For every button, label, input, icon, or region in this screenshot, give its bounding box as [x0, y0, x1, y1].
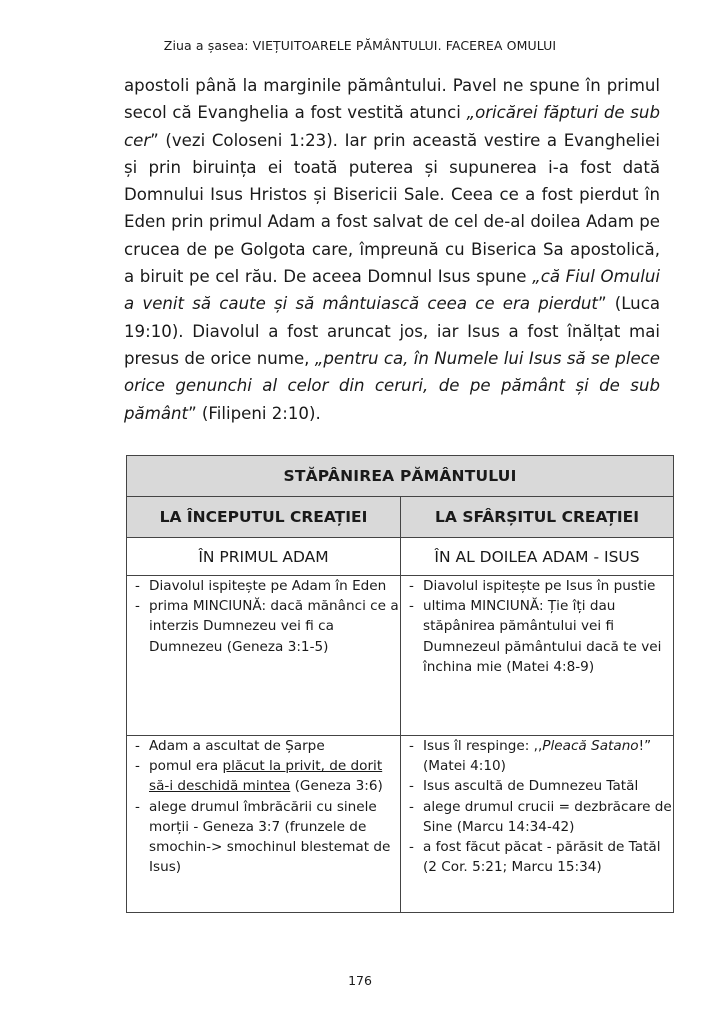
list-item: - a fost făcut păcat - părăsit de Tatăl (2 Cor. 5:21; Marcu 15:34) — [401, 837, 673, 877]
underlined-phrase: plăcut la privit, de dorit să-i deschidă mintea — [149, 758, 383, 795]
list-item: - ultima MINCIUNĂ: Ție îți dau stăpânirea pământului vei fi Dumnezeul pământului dacă te vei închina mie (Matei 4:8-9) — [401, 596, 673, 677]
table-title: STĂPÂNIREA PĂMÂNTULUI — [127, 456, 674, 497]
list-item: - Isus îl respinge: ,,Pleacă Satano!” (Matei 4:10) — [401, 736, 673, 776]
column-header-beginning: LA ÎNCEPUTUL CREAȚIEI — [127, 497, 401, 538]
list-item: - pomul era plăcut la privit, de dorit să-i deschidă mintea (Geneza 3:6) — [127, 756, 400, 796]
body-paragraph — [124, 72, 660, 427]
text-segment: apostoli până la marginile pământului. Pavel ne spune în primul secol că Evanghelia a fost vestită atunci — [124, 76, 660, 123]
running-header: Ziua a șasea: VIEȚUITOARELE PĂMÂNTULUI. FACEREA OMULUI — [163, 38, 557, 53]
text-segment: ” (Filipeni 2:10). — [188, 403, 321, 423]
subheader-first-adam: ÎN PRIMUL ADAM — [127, 538, 401, 576]
list-item: - Adam a ascultat de Șarpe — [127, 736, 400, 756]
dominion-table — [126, 455, 674, 913]
quote-colossians: „oricărei făpturi de sub cer — [124, 103, 660, 150]
list-item: - prima MINCIUNĂ: dacă mănânci ce a interzis Dumnezeu vei fi ca Dumnezeu (Geneza 3:1-5) — [127, 596, 400, 657]
italic-phrase: Pleacă Satano — [542, 738, 639, 754]
text-segment: ” (Luca 19:10). Diavolul a fost aruncat jos, iar Isus a fost înălțat mai presus de orice nume, — [124, 294, 660, 368]
list-item: - Diavolul ispitește pe Adam în Eden — [127, 576, 400, 596]
column-header-end: LA SFÂRȘITUL CREAȚIEI — [401, 497, 674, 538]
list-item: - Isus ascultă de Dumnezeu Tatăl — [401, 776, 673, 796]
list-item: - alege drumul îmbrăcării cu sinele morții - Geneza 3:7 (frunzele de smochin-> smochinul blestemat de Isus) — [127, 797, 400, 878]
cell-jesus-response — [401, 736, 674, 913]
list-item: - alege drumul crucii = dezbrăcare de Sine (Marcu 14:34-42) — [401, 797, 673, 837]
cell-temptation-adam — [127, 576, 401, 736]
quote-luke: „că Fiul Omului a venit să caute și să mântuiască ceea ce era pierdut — [124, 267, 660, 314]
cell-temptation-jesus — [401, 576, 674, 736]
cell-adam-response — [127, 736, 401, 913]
subheader-second-adam: ÎN AL DOILEA ADAM - ISUS — [401, 538, 674, 576]
list-item: - Diavolul ispitește pe Isus în pustie — [401, 576, 673, 596]
page-number: 176 — [348, 973, 372, 988]
quote-philippians: „pentru ca, în Numele lui Isus să se plece orice genunchi al celor din ceruri, de pe pământ și de sub pământ — [124, 348, 660, 423]
text-segment: ” (vezi Coloseni 1:23). Iar prin această vestire a Evangheliei și prin biruința ei toată puterea și supunerea i-a fost dată Domnului Isus Hristos și Bisericii Sale. Ceea ce a fost pierdut în Eden prin primul Adam a fost salvat de cel de-al doilea Adam pe crucea de pe Golgota care, împreună cu Biserica Sa apostolică, a biruit pe cel rău. De aceea Domnul Isus spune — [124, 130, 660, 287]
